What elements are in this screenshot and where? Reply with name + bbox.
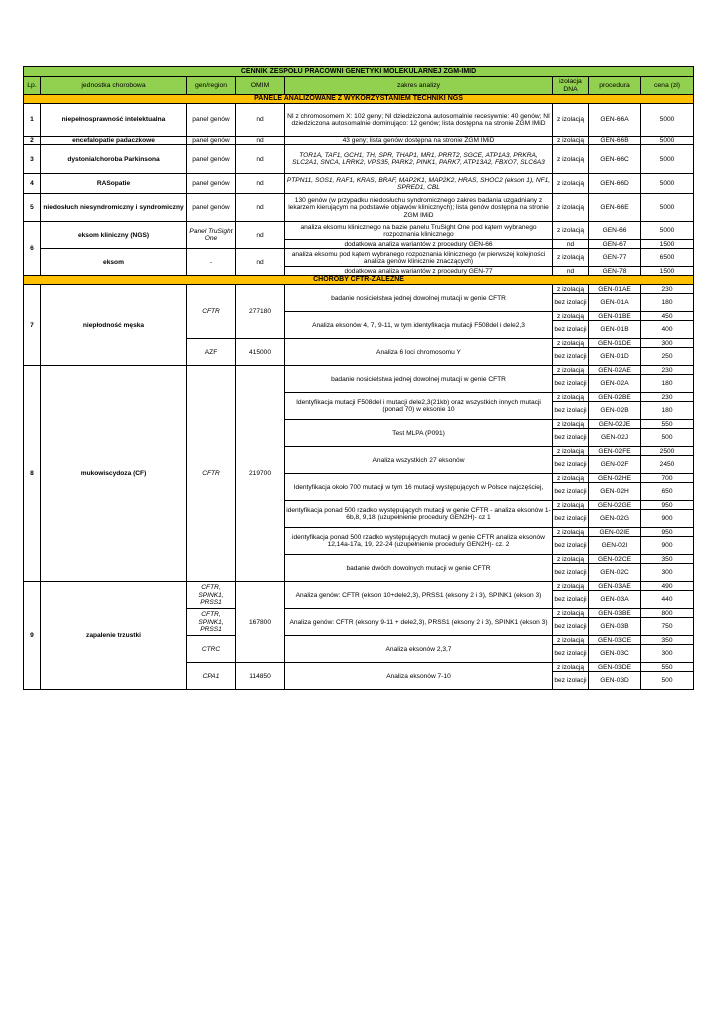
price-cell: 700 — [641, 474, 694, 483]
table-row — [24, 174, 694, 194]
procedure-cell: GEN-03AE — [589, 582, 641, 591]
header-omim: OMIM — [236, 77, 285, 95]
isolation-cell: bez izolacji — [553, 321, 589, 339]
scope-cell: analiza eksomu pod kątem wybranego rozpoznania klinicznego (w pierwszej kolejności analiza genów klinicznie znaczących) — [285, 249, 553, 267]
omim-cell: nd — [236, 137, 285, 145]
procedure-cell: GEN-03CE — [589, 636, 641, 645]
isolation-cell: bez izolacji — [553, 456, 589, 474]
procedure-cell: GEN-02G — [589, 510, 641, 528]
gene-cell: AZF — [187, 339, 236, 366]
price-cell: 500 — [641, 672, 694, 690]
isolation-cell: z izolacją — [553, 447, 589, 456]
isolation-cell: z izolacją — [553, 528, 589, 537]
isolation-cell: z izolacją — [553, 145, 589, 174]
gene-cell: CFTR, SPINK1, PRSS1 — [187, 582, 236, 609]
scope-cell: identyfikacja ponad 500 rzadko występujących mutacji w genie CFTR analiza eksonów 12,14a-17a, 19, 22-24 (uzupełnienie procedury GEN2H)- cz. 2 — [285, 528, 553, 555]
isolation-cell: z izolacją — [553, 222, 589, 240]
row-number: 7 — [24, 285, 41, 366]
procedure-cell: GEN-02J — [589, 429, 641, 447]
row-number: 3 — [24, 145, 41, 174]
procedure-cell: GEN-03D — [589, 672, 641, 690]
price-cell: 900 — [641, 537, 694, 555]
isolation-cell: z izolacją — [553, 312, 589, 321]
omim-cell: 219700 — [236, 366, 285, 582]
disease-cell: eksom — [41, 249, 187, 276]
scope-cell: dodatkowa analiza wariantów z procedury GEN-77 — [285, 267, 553, 276]
price-table — [23, 66, 694, 690]
price-cell: 350 — [641, 636, 694, 645]
price-cell: 2450 — [641, 456, 694, 474]
procedure-cell: GEN-02BE — [589, 393, 641, 402]
isolation-cell: z izolacją — [553, 194, 589, 222]
price-cell: 350 — [641, 555, 694, 564]
procedure-cell: GEN-01BE — [589, 312, 641, 321]
scope-cell: TOR1A, TAF1, GCH1, TH, SPR, THAP1, MR1, PRRT2, SGCE, ATP1A3, PRKRA, SLC2A1, SNCA, LRRK2, VPS35, PARK2, PINK1, PARK7, ATP13A2, FBXO7, SLC6A3 — [285, 145, 553, 174]
scope-cell: Identyfikacja mutacji F508del i mutacji dele2,3(21kb) oraz wszystkich innych mutacji (ponad 70) w eksonie 10 — [285, 393, 553, 420]
price-cell: 180 — [641, 294, 694, 312]
procedure-cell: GEN-78 — [589, 267, 641, 276]
row-number: 5 — [24, 194, 41, 222]
procedure-cell: GEN-02F — [589, 456, 641, 474]
scope-cell: analiza eksomu klinicznego na bazie panelu TruSight One pod kątem wybranego rozpoznania klinicznego — [285, 222, 553, 240]
scope-cell: identyfikacja ponad 500 rzadko występujących mutacji w genie CFTR - analiza eksonów 1-6b,8, 9,18 (uzupełnienie procedury GEN2H)- cz 1 — [285, 501, 553, 528]
scope-cell: Analiza wszystkich 27 eksonów — [285, 447, 553, 474]
header-price: cena (zł) — [641, 77, 694, 95]
procedure-cell: GEN-66D — [589, 174, 641, 194]
gene-cell: Panel TruSight One — [187, 222, 236, 249]
row-number: 8 — [24, 366, 41, 582]
isolation-cell: bez izolacji — [553, 348, 589, 366]
price-cell: 490 — [641, 582, 694, 591]
procedure-cell: GEN-66 — [589, 222, 641, 240]
price-cell: 2500 — [641, 447, 694, 456]
isolation-cell: z izolacją — [553, 609, 589, 618]
scope-cell: Analiza eksonów 4, 7, 9-11, w tym identyfikacja mutacji F508del i dele2,3 — [285, 312, 553, 339]
isolation-cell: nd — [553, 267, 589, 276]
isolation-cell: bez izolacji — [553, 375, 589, 393]
omim-cell: 167800 — [236, 582, 285, 663]
gene-cell: panel genów — [187, 137, 236, 145]
price-cell: 650 — [641, 483, 694, 501]
disease-cell: niedosłuch niesyndromiczny i syndromiczny — [41, 194, 187, 222]
gene-cell: panel genów — [187, 145, 236, 174]
omim-cell: nd — [236, 104, 285, 137]
isolation-cell: bez izolacji — [553, 618, 589, 636]
scope-cell: badanie dwóch dowolnych mutacji w genie CFTR — [285, 555, 553, 582]
procedure-cell: GEN-02I — [589, 537, 641, 555]
price-cell: 950 — [641, 501, 694, 510]
procedure-cell: GEN-77 — [589, 249, 641, 267]
gene-cell: panel genów — [187, 174, 236, 194]
isolation-cell: z izolacją — [553, 636, 589, 645]
omim-cell: nd — [236, 194, 285, 222]
price-cell: 1500 — [641, 240, 694, 249]
procedure-cell: GEN-66A — [589, 104, 641, 137]
disease-cell: RASopatie — [41, 174, 187, 194]
row-number: 6 — [24, 222, 41, 276]
procedure-cell: GEN-02C — [589, 564, 641, 582]
procedure-cell: GEN-03DE — [589, 663, 641, 672]
procedure-cell: GEN-02GE — [589, 501, 641, 510]
price-cell: 230 — [641, 366, 694, 375]
isolation-cell: z izolacją — [553, 663, 589, 672]
omim-cell: 277180 — [236, 285, 285, 339]
header-scope: zakres analizy — [285, 77, 553, 95]
gene-cell: CFTR — [187, 366, 236, 582]
header-disease: jednostka chorobowa — [41, 77, 187, 95]
price-cell: 5000 — [641, 174, 694, 194]
procedure-cell: GEN-02A — [589, 375, 641, 393]
procedure-cell: GEN-02IE — [589, 528, 641, 537]
price-cell: 800 — [641, 609, 694, 618]
scope-cell: badanie nosicielstwa jednej dowolnej mutacji w genie CFTR — [285, 285, 553, 312]
omim-cell: nd — [236, 174, 285, 194]
scope-cell: Analiza genów: CFTR (ekson 10+dele2,3), PRSS1 (eksony 2 i 3), SPINK1 (ekson 3) — [285, 582, 553, 609]
scope-cell: Identyfikacja około 700 mutacji w tym 16 mutacji występujących w Polsce najczęściej, — [285, 474, 553, 501]
price-cell: 300 — [641, 339, 694, 348]
price-cell: 5000 — [641, 137, 694, 145]
procedure-cell: GEN-03B — [589, 618, 641, 636]
table-row — [24, 582, 694, 591]
isolation-cell: bez izolacji — [553, 483, 589, 501]
table-row — [24, 145, 694, 174]
isolation-cell: bez izolacji — [553, 591, 589, 609]
scope-cell: Analiza genów: CFTR (eksony 9-11 + dele2,3), PRSS1 (eksony 2 i 3), SPINK1 (ekson 3) — [285, 609, 553, 636]
procedure-cell: GEN-03A — [589, 591, 641, 609]
disease-cell: niepłodność męska — [41, 285, 187, 366]
price-cell: 300 — [641, 564, 694, 582]
isolation-cell: bez izolacji — [553, 672, 589, 690]
isolation-cell: bez izolacji — [553, 402, 589, 420]
row-number: 9 — [24, 582, 41, 690]
table-row — [24, 194, 694, 222]
procedure-cell: GEN-02FE — [589, 447, 641, 456]
gene-cell: panel genów — [187, 194, 236, 222]
gene-cell: CFTR, SPINK1, PRSS1 — [187, 609, 236, 636]
gene-cell: panel genów — [187, 104, 236, 137]
isolation-cell: z izolacją — [553, 285, 589, 294]
procedure-cell: GEN-66B — [589, 137, 641, 145]
table-row — [24, 285, 694, 294]
isolation-cell: z izolacją — [553, 474, 589, 483]
isolation-cell: nd — [553, 240, 589, 249]
table-row — [24, 104, 694, 137]
price-cell: 5000 — [641, 104, 694, 137]
price-cell: 300 — [641, 645, 694, 663]
procedure-cell: GEN-01DE — [589, 339, 641, 348]
isolation-cell: z izolacją — [553, 104, 589, 137]
isolation-cell: z izolacją — [553, 249, 589, 267]
isolation-cell: z izolacją — [553, 339, 589, 348]
price-cell: 450 — [641, 312, 694, 321]
disease-cell: dystonia/choroba Parkinsona — [41, 145, 187, 174]
price-cell: 180 — [641, 375, 694, 393]
section-header-cftr: CHOROBY CFTR-ZALEŻNE — [24, 276, 694, 285]
procedure-cell: GEN-01D — [589, 348, 641, 366]
omim-cell: nd — [236, 249, 285, 276]
isolation-cell: z izolacją — [553, 366, 589, 375]
header-procedure: procedura — [589, 77, 641, 95]
scope-cell: PTPN11, SOS1, RAF1, KRAS, BRAF, MAP2K1, MAP2K2, HRAS, SHOC2 (ekson 1), NF1, SPRED1, CBL — [285, 174, 553, 194]
procedure-cell: GEN-66C — [589, 145, 641, 174]
scope-cell: Test MLPA (P091) — [285, 420, 553, 447]
procedure-cell: GEN-03BE — [589, 609, 641, 618]
scope-cell: dodatkowa analiza wariantów z procedury GEN-66 — [285, 240, 553, 249]
isolation-cell: bez izolacji — [553, 429, 589, 447]
price-cell: 180 — [641, 402, 694, 420]
gene-cell: CPA1 — [187, 663, 236, 690]
gene-cell: CFTR — [187, 285, 236, 339]
price-cell: 750 — [641, 618, 694, 636]
isolation-cell: z izolacją — [553, 582, 589, 591]
disease-cell: mukowiscydoza (CF) — [41, 366, 187, 582]
price-cell: 230 — [641, 393, 694, 402]
isolation-cell: bez izolacji — [553, 645, 589, 663]
table-row — [24, 137, 694, 145]
procedure-cell: GEN-02JE — [589, 420, 641, 429]
procedure-cell: GEN-01A — [589, 294, 641, 312]
isolation-cell: bez izolacji — [553, 537, 589, 555]
disease-cell: eksom kliniczny (NGS) — [41, 222, 187, 249]
isolation-cell: z izolacją — [553, 501, 589, 510]
isolation-cell: bez izolacji — [553, 564, 589, 582]
isolation-cell: z izolacją — [553, 555, 589, 564]
price-cell: 5000 — [641, 194, 694, 222]
procedure-cell: GEN-01AE — [589, 285, 641, 294]
price-cell: 550 — [641, 663, 694, 672]
header-isolation: izolacja DNA — [553, 77, 589, 95]
isolation-cell: bez izolacji — [553, 510, 589, 528]
isolation-cell: z izolacją — [553, 137, 589, 145]
procedure-cell: GEN-02AE — [589, 366, 641, 375]
table-title: CENNIK ZESPOŁU PRACOWNI GENETYKI MOLEKULARNEJ ZGM-IMID — [24, 67, 694, 77]
price-cell: 900 — [641, 510, 694, 528]
scope-cell: badanie nosicielstwa jednej dowolnej mutacji w genie CFTR — [285, 366, 553, 393]
table-row — [24, 366, 694, 375]
procedure-cell: GEN-02HE — [589, 474, 641, 483]
price-cell: 5000 — [641, 145, 694, 174]
gene-cell: - — [187, 249, 236, 276]
price-cell: 950 — [641, 528, 694, 537]
procedure-cell: GEN-02CE — [589, 555, 641, 564]
scope-cell: 43 geny; lista genów dostępna na stronie ZGM IMiD — [285, 137, 553, 145]
table-row — [24, 249, 694, 267]
scope-cell: Analiza eksonów 2,3,7 — [285, 636, 553, 663]
isolation-cell: z izolacją — [553, 420, 589, 429]
scope-cell: Analiza 6 loci chromosomu Y — [285, 339, 553, 366]
price-cell: 230 — [641, 285, 694, 294]
price-cell: 250 — [641, 348, 694, 366]
procedure-cell: GEN-66E — [589, 194, 641, 222]
scope-cell: Analiza eksonów 7-10 — [285, 663, 553, 690]
procedure-cell: GEN-03C — [589, 645, 641, 663]
header-gene: gen/region — [187, 77, 236, 95]
procedure-cell: GEN-02H — [589, 483, 641, 501]
scope-cell: NI z chromosomem X: 102 geny; NI dziedziczona autosomalnie recesywnie: 40 genów; NI dziedziczona autosomalnie dominująco: 12 genów; lista dostępna na stronie ZGM IMiD — [285, 104, 553, 137]
disease-cell: niepełnosprawność intelektualna — [41, 104, 187, 137]
gene-cell: CTRC — [187, 636, 236, 663]
procedure-cell: GEN-67 — [589, 240, 641, 249]
isolation-cell: z izolacją — [553, 174, 589, 194]
procedure-cell: GEN-01B — [589, 321, 641, 339]
section-header-panels: PANELE ANALIZOWANE Z WYKORZYSTANIEM TECHNIKI NGS — [24, 95, 694, 104]
scope-cell: 130 genów (w przypadku niedosłuchu syndromicznego zakres badania uzgadniany z lekarzem kierującym na podstawie objawów klinicznych); lista genów dostępna na stronie ZGM IMiD — [285, 194, 553, 222]
price-cell: 1500 — [641, 267, 694, 276]
table-row — [24, 222, 694, 240]
omim-cell: nd — [236, 222, 285, 249]
price-cell: 6500 — [641, 249, 694, 267]
disease-cell: zapalenie trzustki — [41, 582, 187, 690]
row-number: 2 — [24, 137, 41, 145]
price-cell: 550 — [641, 420, 694, 429]
price-cell: 5000 — [641, 222, 694, 240]
price-cell: 400 — [641, 321, 694, 339]
procedure-cell: GEN-02B — [589, 402, 641, 420]
disease-cell: encefalopatie padaczkowe — [41, 137, 187, 145]
isolation-cell: z izolacją — [553, 393, 589, 402]
omim-cell: 415000 — [236, 339, 285, 366]
omim-cell: 114850 — [236, 663, 285, 690]
price-cell: 500 — [641, 429, 694, 447]
row-number: 4 — [24, 174, 41, 194]
price-cell: 440 — [641, 591, 694, 609]
isolation-cell: bez izolacji — [553, 294, 589, 312]
header-lp: Lp. — [24, 77, 41, 95]
omim-cell: nd — [236, 145, 285, 174]
row-number: 1 — [24, 104, 41, 137]
